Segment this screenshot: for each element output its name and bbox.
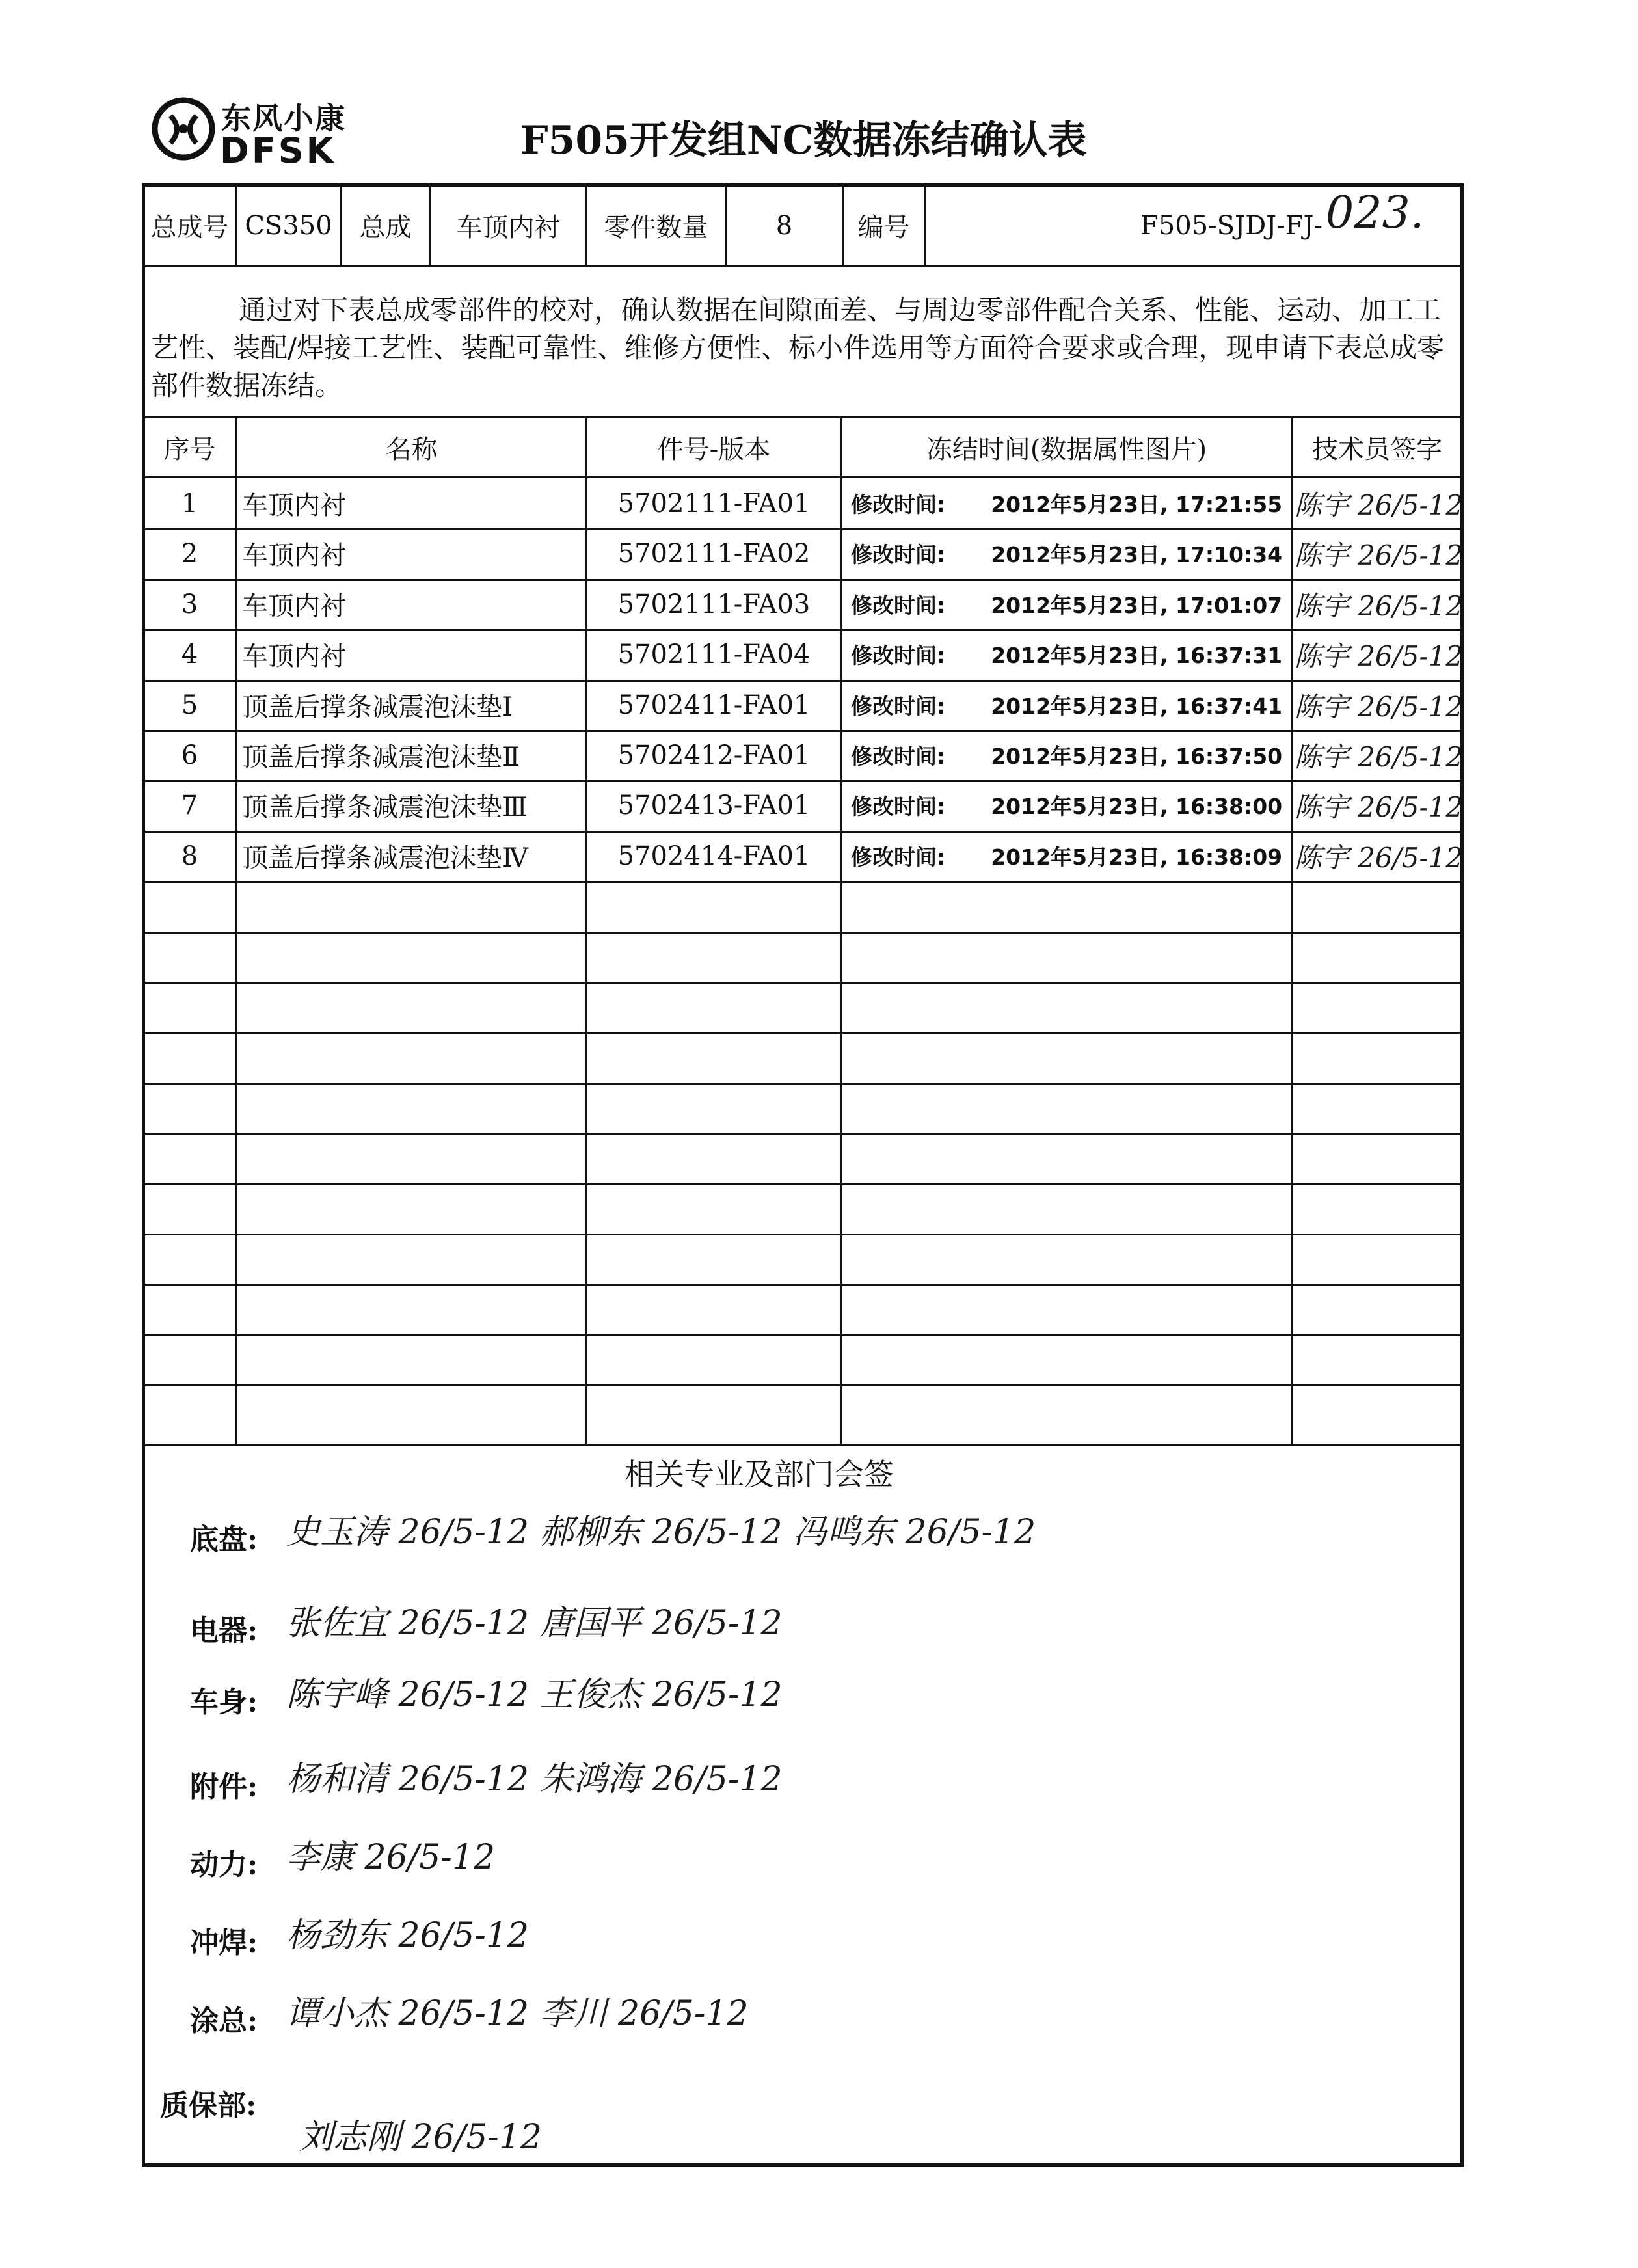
row-part-number: 5702412-FA01 [617, 740, 811, 770]
row-name: 顶盖后撑条减震泡沫垫Ⅱ [242, 742, 520, 772]
modify-time-value: 2012年5月23日, 16:38:00 [991, 794, 1283, 819]
row-name: 车顶内衬 [242, 641, 346, 671]
row-no: 6 [181, 740, 198, 770]
row-part-number: 5702111-FA03 [617, 589, 811, 619]
row-part-number: 5702411-FA01 [617, 690, 811, 720]
modify-time-value: 2012年5月23日, 16:37:50 [991, 744, 1283, 769]
department-label: 电器: [190, 1614, 258, 1647]
company-logo [151, 91, 353, 169]
row-freeze-time [851, 680, 1291, 730]
row-no: 7 [181, 790, 198, 820]
department-signature: 史玉涛 26/5-12 郝柳东 26/5-12 冯鸣东 26/5-12 [286, 1513, 1036, 1552]
row-part-number: 5702413-FA01 [617, 790, 811, 820]
row-technician-signature: 陈宇 26/5-12 [1294, 589, 1464, 622]
row-freeze-time [851, 780, 1291, 830]
assembly-label: 总成 [359, 213, 412, 243]
department-label: 质保部: [160, 2089, 257, 2122]
department-signature: 杨劲东 26/5-12 [286, 1916, 530, 1955]
row-technician-signature: 陈宇 26/5-12 [1294, 539, 1464, 571]
department-label: 附件: [190, 1770, 258, 1803]
modify-time-value: 2012年5月23日, 17:01:07 [991, 593, 1283, 618]
part-count-label: 零件数量 [604, 213, 708, 243]
row-no: 1 [181, 488, 198, 519]
col-header-time: 冻结时间(数据属性图片) [926, 435, 1207, 465]
row-name: 车顶内衬 [242, 591, 346, 621]
assembly-no-label: 总成号 [150, 213, 229, 243]
modify-time-value: 2012年5月23日, 17:10:34 [991, 542, 1283, 567]
row-technician-signature: 陈宇 26/5-12 [1294, 790, 1464, 823]
table-row-divider [142, 1234, 1464, 1235]
department-label: 车身: [190, 1686, 258, 1719]
col-header-signature: 技术员签字 [1312, 435, 1442, 465]
table-col-divider [1291, 416, 1293, 1445]
table-row-divider [142, 1384, 1464, 1386]
row-name: 顶盖后撑条减震泡沫垫Ⅲ [242, 792, 528, 822]
table-row-divider [142, 1083, 1464, 1085]
serial-handwritten: 023. [1326, 187, 1425, 239]
department-signature: 张佐宜 26/5-12 唐国平 26/5-12 [286, 1604, 783, 1643]
part-count-value: 8 [775, 210, 793, 241]
row-technician-signature: 陈宇 26/5-12 [1294, 690, 1464, 723]
table-bottom-divider [142, 1444, 1464, 1446]
row-freeze-time [851, 528, 1291, 578]
row-no: 2 [181, 538, 198, 569]
department-label: 底盘: [190, 1523, 258, 1556]
row-part-number: 5702111-FA02 [617, 538, 811, 569]
table-row-divider [142, 1284, 1464, 1286]
modify-time-label: 修改时间: [851, 593, 946, 618]
page-title: F505开发组NC数据冻结确认表 [520, 118, 1087, 163]
modify-time-label: 修改时间: [851, 794, 946, 819]
row-freeze-time [851, 629, 1291, 679]
row-technician-signature: 陈宇 26/5-12 [1294, 489, 1464, 521]
table-row-divider [142, 1183, 1464, 1185]
department-signature: 陈宇峰 26/5-12 王俊杰 26/5-12 [286, 1675, 783, 1714]
logo-chinese-text: 东风小康 [221, 101, 346, 136]
modify-time-label: 修改时间: [851, 844, 946, 870]
row-name: 顶盖后撑条减震泡沫垫Ⅰ [242, 692, 513, 722]
serial-prefix: F505-SJDJ-FJ- [1140, 210, 1322, 241]
row-no: 8 [181, 841, 198, 871]
department-signature: 李康 26/5-12 [286, 1838, 496, 1877]
row-name: 顶盖后撑条减震泡沫垫Ⅳ [242, 843, 528, 873]
modify-time-value: 2012年5月23日, 16:37:31 [991, 643, 1283, 668]
col-header-name: 名称 [385, 435, 438, 465]
row-technician-signature: 陈宇 26/5-12 [1294, 841, 1464, 874]
row-no: 3 [181, 589, 198, 619]
row-no: 5 [181, 690, 198, 720]
row-no: 4 [181, 639, 198, 669]
department-signature: 杨和清 26/5-12 朱鸿海 26/5-12 [286, 1760, 783, 1799]
assembly-no-value: CS350 [245, 210, 332, 241]
countersign-title: 相关专业及部门会签 [624, 1457, 894, 1492]
row-name: 车顶内衬 [242, 491, 346, 520]
row-technician-signature: 陈宇 26/5-12 [1294, 740, 1464, 773]
row-freeze-time [851, 478, 1291, 528]
modify-time-value: 2012年5月23日, 16:38:09 [991, 844, 1283, 870]
col-header-no: 序号 [163, 435, 216, 465]
department-signature: 刘志刚 26/5-12 [299, 2118, 543, 2157]
department-label: 涂总: [190, 2005, 258, 2038]
table-row-divider [142, 1032, 1464, 1034]
row-part-number: 5702111-FA01 [617, 488, 811, 519]
description-text [151, 291, 1452, 405]
row-part-number: 5702414-FA01 [617, 841, 811, 871]
row-part-number: 5702111-FA04 [617, 639, 811, 669]
row-technician-signature: 陈宇 26/5-12 [1294, 640, 1464, 672]
row-freeze-time [851, 730, 1291, 780]
table-col-divider [235, 416, 237, 1445]
logo-english-text: DFSK [220, 130, 336, 171]
table-row-divider [142, 982, 1464, 984]
modify-time-value: 2012年5月23日, 16:37:41 [991, 694, 1283, 719]
description-body: 通过对下表总成零部件的校对，确认数据在间隙面差、与周边零部件配合关系、性能、运动、加工工艺性、装配/焊接工艺性、装配可靠性、维修方便性、标小件选用等方面符合要求或合理，现申请下表总成零部件数据冻结。 [151, 294, 1445, 401]
modify-time-label: 修改时间: [851, 492, 946, 517]
row-freeze-time [851, 831, 1291, 881]
department-signature: 谭小杰 26/5-12 李川 26/5-12 [286, 1994, 749, 2033]
dfsk-emblem-icon [151, 96, 216, 161]
row-name: 车顶内衬 [242, 541, 346, 571]
table-row-divider [142, 1133, 1464, 1135]
table-col-divider [840, 416, 842, 1445]
department-label: 动力: [190, 1848, 258, 1882]
modify-time-label: 修改时间: [851, 744, 946, 769]
modify-time-value: 2012年5月23日, 17:21:55 [991, 492, 1283, 517]
modify-time-label: 修改时间: [851, 694, 946, 719]
table-row-divider [142, 881, 1464, 883]
table-row-divider [142, 932, 1464, 934]
serial-label: 编号 [857, 213, 910, 243]
modify-time-label: 修改时间: [851, 542, 946, 567]
assembly-name-value: 车顶内衬 [456, 213, 561, 243]
col-header-part: 件号-版本 [657, 435, 771, 465]
modify-time-label: 修改时间: [851, 643, 946, 668]
department-label: 冲焊: [190, 1926, 258, 1960]
row-freeze-time [851, 579, 1291, 629]
table-row-divider [142, 1334, 1464, 1336]
